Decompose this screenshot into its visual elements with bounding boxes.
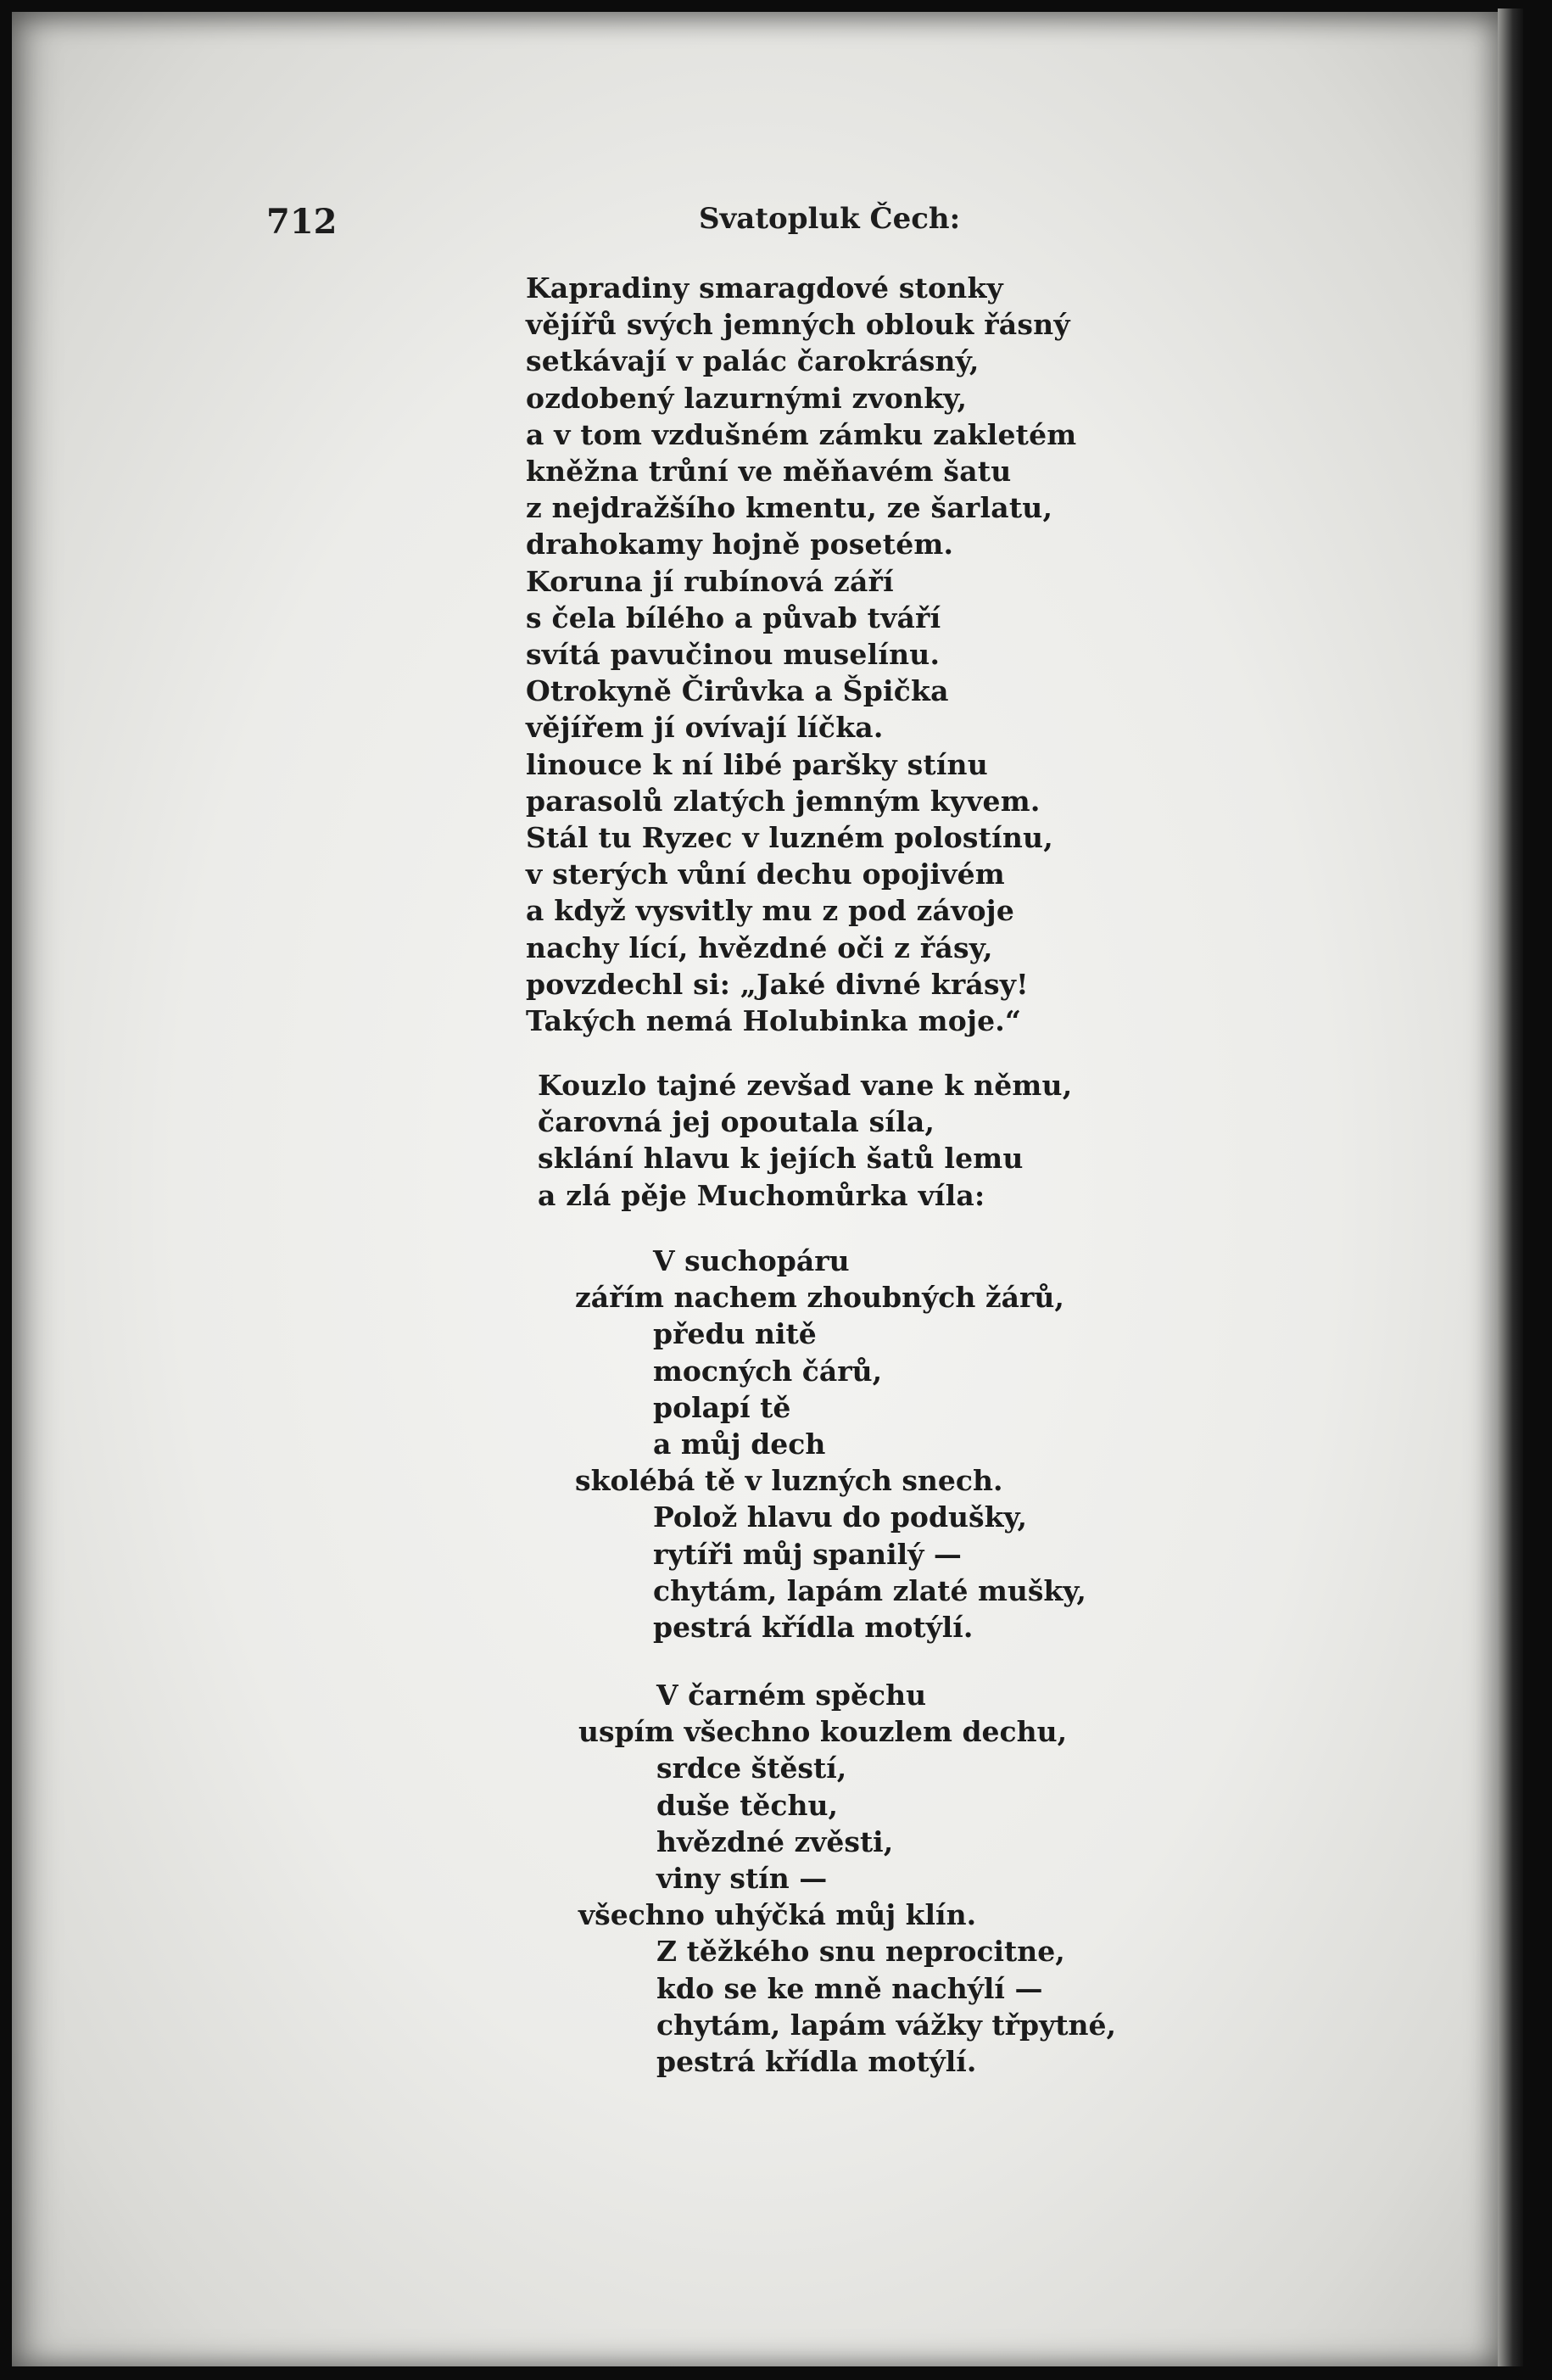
song-stanza-1 — [575, 1243, 1086, 1645]
poem-line: vějířem jí ovívají líčka. — [526, 711, 884, 745]
poem-line: chytám, lapám zlaté mušky, — [653, 1573, 1086, 1607]
poem-line: kněžna trůní ve měňavém šatu — [526, 455, 1012, 489]
poem-line: vějířů svých jemných oblouk řásný — [526, 308, 1070, 342]
poem-line: s čela bílého a půvab tváří — [526, 601, 941, 634]
poem-line: kdo se ke mně nachýlí — — [656, 1971, 1043, 2005]
poem-line: V čarném spěchu — [656, 1679, 927, 1712]
poem-line: setkávají v palác čarokrásný, — [526, 344, 980, 378]
poem-line: drahokamy hojně posetém. — [526, 528, 954, 561]
poem-line: Kapradiny smaragdové stonky — [526, 271, 1003, 304]
song-stanza-2 — [578, 1677, 1116, 2080]
poem-line: Takých nemá Holubinka moje.“ — [526, 1004, 1022, 1038]
poem-line: mocných čárů, — [653, 1354, 883, 1388]
poem-line: a v tom vzdušném zámku zakletém — [526, 417, 1077, 451]
poem-line: Polož hlavu do podušky, — [653, 1500, 1027, 1534]
poem-line: všechno uhýčká můj klín. — [578, 1898, 977, 1932]
book-spine-edge — [1498, 8, 1523, 2366]
poem-line: pestrá křídla motýlí. — [653, 1611, 974, 1645]
running-head: Svatopluk Čech: — [699, 202, 961, 236]
poem-line: v sterých vůní dechu opojivém — [526, 858, 1005, 891]
poem-line: polapí tě — [653, 1390, 791, 1424]
poem-line: a zlá pěje Muchomůrka víla: — [538, 1178, 985, 1212]
poem-line: Kouzlo tajné zevšad vane k němu, — [538, 1069, 1073, 1102]
poem-line: chytám, lapám vážky třpytné, — [656, 2008, 1116, 2042]
poem-line: srdce štěstí, — [656, 1751, 847, 1785]
poem-line: předu nitě — [653, 1317, 817, 1351]
poem-line: ozdobený lazurnými zvonky, — [526, 381, 968, 415]
poem-line: a když vysvitly mu z pod závoje — [526, 894, 1015, 928]
poem-line: Z těžkého snu neprocitne, — [656, 1935, 1065, 1969]
poem-line: svítá pavučinou muselínu. — [526, 638, 941, 672]
page-number: 712 — [266, 202, 338, 242]
poem-line: sklání hlavu k jejích šatů lemu — [538, 1142, 1024, 1176]
poem-line: čarovná jej opoutala síla, — [538, 1105, 935, 1139]
poem-line: Koruna jí rubínová září — [526, 564, 894, 598]
poem-line: z nejdražšího kmentu, ze šarlatu, — [526, 491, 1053, 525]
poem-line: V suchopáru — [653, 1244, 850, 1277]
poem-line: nachy lící, hvězdné oči z řásy, — [526, 930, 993, 964]
poem-line: Stál tu Ryzec v luzném polostínu, — [526, 821, 1053, 855]
poem-line: povzdechl si: „Jaké divné krásy! — [526, 967, 1029, 1001]
poem-line: uspím všechno kouzlem dechu, — [578, 1715, 1068, 1749]
poem-line: zářím nachem zhoubných žárů, — [575, 1281, 1064, 1315]
page-header — [12, 190, 1498, 241]
poem-stanza-1 — [526, 270, 1076, 1039]
poem-line: Otrokyně Čirůvka a Špička — [526, 674, 949, 708]
poem-line: pestrá křídla motýlí. — [656, 2045, 977, 2079]
poem-line: rytíři můj spanilý — — [653, 1537, 962, 1571]
poem-line: skolébá tě v luzných snech. — [575, 1464, 1003, 1498]
poem-line: linouce k ní libé paršky stínu — [526, 747, 988, 781]
poem-line: duše těchu, — [656, 1788, 838, 1822]
poem-stanza-2 — [538, 1067, 1072, 1214]
poem-line: viny stín — — [656, 1862, 828, 1896]
poem-line: a můj dech — [653, 1427, 826, 1461]
poem-line: parasolů zlatých jemným kyvem. — [526, 784, 1041, 818]
poem-line: hvězdné zvěsti, — [656, 1824, 894, 1858]
